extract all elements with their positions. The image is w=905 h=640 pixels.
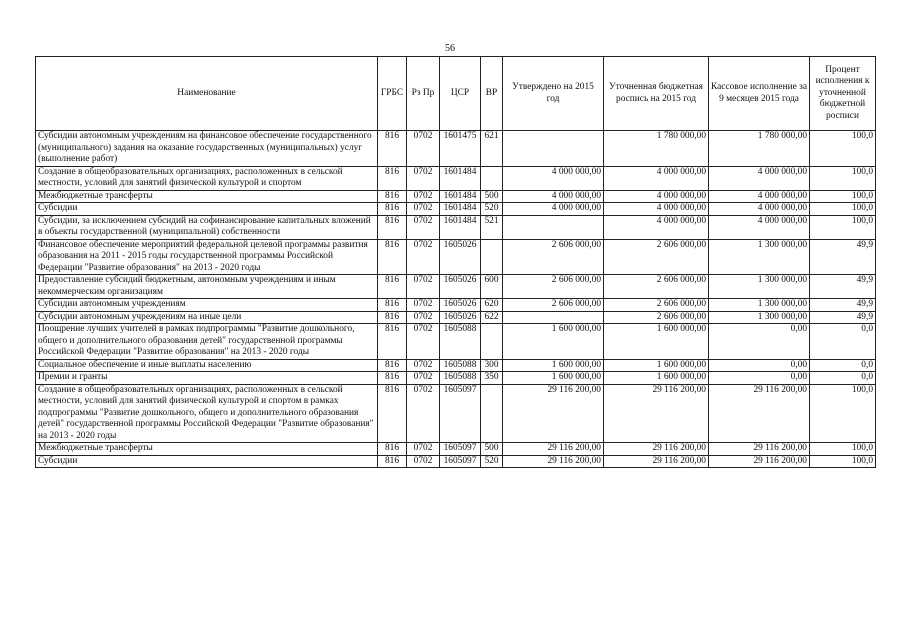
- cell-executed: 0,00: [709, 372, 810, 385]
- cell-name: Поощрение лучших учителей в рамках подпрограммы "Развитие дошкольного, общего и дополнительного образования детей" государственной программы Российской Федерации "Развитие образования" на 2013 - 2020 годы: [36, 324, 378, 360]
- cell-name: Социальное обеспечение и иные выплаты населению: [36, 359, 378, 372]
- cell-executed: 4 000 000,00: [709, 215, 810, 239]
- cell-percent: 100,0: [810, 190, 876, 203]
- cell-refined: 1 600 000,00: [604, 324, 709, 360]
- cell-percent: 0,0: [810, 324, 876, 360]
- cell-grbs: 816: [378, 384, 407, 443]
- cell-name: Создание в общеобразовательных организациях, расположенных в сельской местности, условий для занятий физической культурой и спортом в рамках подпрограммы "Развитие дошкольного, общего и дополнительного образования детей" государственной программы Российской Федерации "Развитие образования" на 2013 - 2020 годы: [36, 384, 378, 443]
- cell-percent: 100,0: [810, 443, 876, 456]
- cell-name: Субсидии автономным учреждениям: [36, 299, 378, 312]
- cell-percent: 49,9: [810, 275, 876, 299]
- cell-executed: 1 300 000,00: [709, 299, 810, 312]
- table-row: [36, 215, 876, 239]
- cell-percent: 100,0: [810, 384, 876, 443]
- cell-executed: 0,00: [709, 324, 810, 360]
- cell-rzpr: 0702: [407, 443, 440, 456]
- table-row: [36, 311, 876, 324]
- cell-approved: 29 116 200,00: [503, 443, 604, 456]
- cell-csr: 1605097: [440, 443, 481, 456]
- cell-percent: 100,0: [810, 131, 876, 167]
- cell-approved: 1 600 000,00: [503, 359, 604, 372]
- header-row: [36, 57, 876, 131]
- cell-name: Премии и гранты: [36, 372, 378, 385]
- cell-vr: 622: [481, 311, 503, 324]
- cell-name: Межбюджетные трансферты: [36, 443, 378, 456]
- cell-csr: 1605026: [440, 275, 481, 299]
- cell-percent: 49,9: [810, 311, 876, 324]
- cell-percent: 49,9: [810, 299, 876, 312]
- page-number: 56: [445, 43, 455, 54]
- cell-executed: 4 000 000,00: [709, 166, 810, 190]
- cell-csr: 1601484: [440, 215, 481, 239]
- cell-approved: 1 600 000,00: [503, 324, 604, 360]
- cell-refined: 4 000 000,00: [604, 203, 709, 216]
- table-row: [36, 190, 876, 203]
- cell-csr: 1605088: [440, 372, 481, 385]
- cell-rzpr: 0702: [407, 359, 440, 372]
- cell-executed: 1 300 000,00: [709, 311, 810, 324]
- cell-executed: 4 000 000,00: [709, 190, 810, 203]
- cell-approved: 2 606 000,00: [503, 239, 604, 275]
- cell-name: Финансовое обеспечение мероприятий федеральной целевой программы развития образования на 2011 - 2015 годы государственной программы Российской Федерации "Развитие образования" на 2013 - 2020 годы: [36, 239, 378, 275]
- header-grbs: ГРБС: [378, 57, 407, 131]
- cell-refined: 29 116 200,00: [604, 384, 709, 443]
- cell-refined: 29 116 200,00: [604, 443, 709, 456]
- table-row: [36, 324, 876, 360]
- cell-vr: 520: [481, 455, 503, 468]
- cell-refined: 2 606 000,00: [604, 311, 709, 324]
- cell-name: Предоставление субсидий бюджетным, автономным учреждениям и иным некоммерческим организациям: [36, 275, 378, 299]
- table-body: [36, 131, 876, 468]
- cell-rzpr: 0702: [407, 239, 440, 275]
- table-row: [36, 443, 876, 456]
- header-percent: Процент исполнения к уточненной бюджетной росписи: [810, 57, 876, 131]
- cell-approved: 4 000 000,00: [503, 166, 604, 190]
- table-row: [36, 166, 876, 190]
- cell-vr: 500: [481, 190, 503, 203]
- cell-rzpr: 0702: [407, 190, 440, 203]
- cell-refined: 1 780 000,00: [604, 131, 709, 167]
- cell-rzpr: 0702: [407, 384, 440, 443]
- table-row: [36, 455, 876, 468]
- cell-rzpr: 0702: [407, 131, 440, 167]
- cell-name: Субсидии: [36, 203, 378, 216]
- cell-grbs: 816: [378, 215, 407, 239]
- cell-vr: [481, 384, 503, 443]
- header-rzpr: Рз Пр: [407, 57, 440, 131]
- cell-refined: 4 000 000,00: [604, 190, 709, 203]
- cell-rzpr: 0702: [407, 311, 440, 324]
- table-row: [36, 239, 876, 275]
- header-approved: Утверждено на 2015 год: [503, 57, 604, 131]
- cell-name: Субсидии автономным учреждениям на финансовое обеспечение государственного (муниципального) задания на оказание государственных (муниципальных) услуг (выполнение работ): [36, 131, 378, 167]
- cell-name: Субсидии, за исключением субсидий на софинансирование капитальных вложений в объекты государственной (муниципальной) собственности: [36, 215, 378, 239]
- cell-vr: 520: [481, 203, 503, 216]
- cell-grbs: 816: [378, 190, 407, 203]
- cell-csr: 1601475: [440, 131, 481, 167]
- cell-grbs: 816: [378, 299, 407, 312]
- cell-refined: 2 606 000,00: [604, 275, 709, 299]
- cell-name: Субсидии: [36, 455, 378, 468]
- table-row: [36, 131, 876, 167]
- cell-csr: 1605088: [440, 324, 481, 360]
- header-csr: ЦСР: [440, 57, 481, 131]
- cell-csr: 1605097: [440, 455, 481, 468]
- cell-rzpr: 0702: [407, 275, 440, 299]
- header-vr: ВР: [481, 57, 503, 131]
- cell-percent: 49,9: [810, 239, 876, 275]
- cell-grbs: 816: [378, 311, 407, 324]
- cell-approved: [503, 131, 604, 167]
- cell-vr: 600: [481, 275, 503, 299]
- cell-approved: 2 606 000,00: [503, 275, 604, 299]
- cell-executed: 29 116 200,00: [709, 455, 810, 468]
- cell-percent: 100,0: [810, 215, 876, 239]
- cell-grbs: 816: [378, 239, 407, 275]
- table-row: [36, 203, 876, 216]
- cell-grbs: 816: [378, 324, 407, 360]
- budget-table: [35, 56, 876, 468]
- cell-executed: 4 000 000,00: [709, 203, 810, 216]
- header-refined: Уточненная бюджетная роспись на 2015 год: [604, 57, 709, 131]
- cell-refined: 2 606 000,00: [604, 299, 709, 312]
- cell-csr: 1605088: [440, 359, 481, 372]
- cell-refined: 4 000 000,00: [604, 215, 709, 239]
- table-row: [36, 299, 876, 312]
- cell-grbs: 816: [378, 203, 407, 216]
- cell-grbs: 816: [378, 359, 407, 372]
- header-executed: Кассовое исполнение за 9 месяцев 2015 года: [709, 57, 810, 131]
- table-row: [36, 275, 876, 299]
- cell-csr: 1605026: [440, 311, 481, 324]
- cell-csr: 1601484: [440, 166, 481, 190]
- table-row: [36, 359, 876, 372]
- cell-approved: [503, 311, 604, 324]
- cell-percent: 0,0: [810, 359, 876, 372]
- cell-executed: 0,00: [709, 359, 810, 372]
- cell-rzpr: 0702: [407, 299, 440, 312]
- cell-csr: 1605026: [440, 299, 481, 312]
- cell-executed: 29 116 200,00: [709, 443, 810, 456]
- cell-percent: 0,0: [810, 372, 876, 385]
- cell-rzpr: 0702: [407, 372, 440, 385]
- cell-grbs: 816: [378, 166, 407, 190]
- cell-vr: 500: [481, 443, 503, 456]
- cell-vr: 350: [481, 372, 503, 385]
- cell-name: Субсидии автономным учреждениям на иные цели: [36, 311, 378, 324]
- cell-approved: 4 000 000,00: [503, 190, 604, 203]
- cell-executed: 1 300 000,00: [709, 239, 810, 275]
- cell-refined: 1 600 000,00: [604, 372, 709, 385]
- cell-refined: 2 606 000,00: [604, 239, 709, 275]
- cell-vr: 620: [481, 299, 503, 312]
- cell-rzpr: 0702: [407, 203, 440, 216]
- cell-refined: 29 116 200,00: [604, 455, 709, 468]
- table-row: [36, 384, 876, 443]
- cell-refined: 1 600 000,00: [604, 359, 709, 372]
- cell-grbs: 816: [378, 372, 407, 385]
- cell-vr: [481, 239, 503, 275]
- cell-approved: 29 116 200,00: [503, 384, 604, 443]
- cell-name: Создание в общеобразовательных организациях, расположенных в сельской местности, условий для занятий физической культурой и спортом: [36, 166, 378, 190]
- cell-executed: 29 116 200,00: [709, 384, 810, 443]
- cell-csr: 1601484: [440, 203, 481, 216]
- cell-percent: 100,0: [810, 166, 876, 190]
- cell-percent: 100,0: [810, 455, 876, 468]
- cell-rzpr: 0702: [407, 166, 440, 190]
- cell-csr: 1601484: [440, 190, 481, 203]
- cell-vr: 621: [481, 131, 503, 167]
- cell-executed: 1 780 000,00: [709, 131, 810, 167]
- cell-rzpr: 0702: [407, 324, 440, 360]
- cell-vr: [481, 324, 503, 360]
- header-name: Наименование: [36, 57, 378, 131]
- cell-approved: 1 600 000,00: [503, 372, 604, 385]
- cell-rzpr: 0702: [407, 455, 440, 468]
- cell-csr: 1605026: [440, 239, 481, 275]
- cell-csr: 1605097: [440, 384, 481, 443]
- cell-grbs: 816: [378, 455, 407, 468]
- cell-vr: [481, 166, 503, 190]
- cell-vr: 521: [481, 215, 503, 239]
- cell-approved: 4 000 000,00: [503, 203, 604, 216]
- cell-approved: 2 606 000,00: [503, 299, 604, 312]
- cell-name: Межбюджетные трансферты: [36, 190, 378, 203]
- cell-grbs: 816: [378, 275, 407, 299]
- cell-grbs: 816: [378, 443, 407, 456]
- cell-approved: 29 116 200,00: [503, 455, 604, 468]
- table-row: [36, 372, 876, 385]
- cell-rzpr: 0702: [407, 215, 440, 239]
- cell-vr: 300: [481, 359, 503, 372]
- cell-executed: 1 300 000,00: [709, 275, 810, 299]
- cell-approved: [503, 215, 604, 239]
- cell-grbs: 816: [378, 131, 407, 167]
- cell-refined: 4 000 000,00: [604, 166, 709, 190]
- cell-percent: 100,0: [810, 203, 876, 216]
